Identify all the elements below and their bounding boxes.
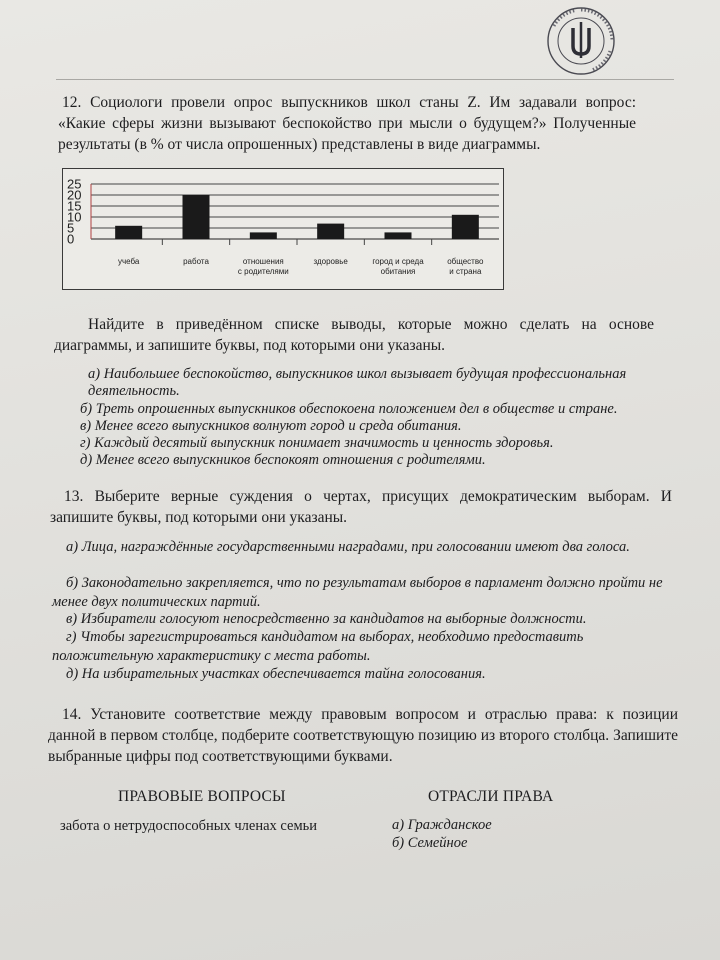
category-label-2: с родителями xyxy=(237,267,289,276)
q13-option-a: а) Лица, награждённые государственными наградами, при голосовании имеют два голоса. xyxy=(66,539,630,555)
category-label-4: обитания xyxy=(380,267,416,276)
legal-issues-column-header: ПРАВОВЫЕ ВОПРОСЫ xyxy=(118,788,286,805)
category-label-4: город и среда xyxy=(372,257,424,266)
y-tick-label: 5 xyxy=(67,220,75,236)
question-13-text: 13. Выберите верные суждения о чертах, присущих демократическим выборам. И запишите буквы, под которыми они указаны. xyxy=(50,488,672,526)
category-label-0: учеба xyxy=(117,257,140,266)
university-seal-logo xyxy=(546,6,616,76)
y-tick-label: 15 xyxy=(67,198,82,214)
q13-option-g: г) Чтобы зарегистрироваться кандидатом на выборах, необходимо предоставить положительную характеристику с места работы. xyxy=(52,629,584,664)
q13-option-v: в) Избиратели голосуют непосредственно за кандидатов на выборные должности. xyxy=(66,611,587,627)
category-label-5: общество xyxy=(447,257,484,266)
category-label-1: работа xyxy=(183,257,209,266)
category-label-3: здоровье xyxy=(313,257,348,266)
bar-3 xyxy=(317,224,344,239)
bar-5 xyxy=(452,215,479,239)
question-12-instruction: Найдите в приведённом списке выводы, которые можно сделать на основе диаграммы, и запишите буквы, под которыми они указаны. xyxy=(54,316,654,354)
question-14-text: 14. Установите соответствие между правовым вопросом и отраслью права: к позиции данной в первом столбце, подберите соответствующую позицию из второго столбца. Запишите выбранные цифры под соответствующими буквами. xyxy=(48,706,678,765)
q12-option-v: в) Менее всего выпускников волнуют город и среда обитания. xyxy=(80,418,462,434)
bar-2 xyxy=(250,232,277,239)
survey-bar-chart xyxy=(62,168,504,290)
y-tick-label: 0 xyxy=(67,231,75,247)
chart-canvas xyxy=(63,169,503,289)
bar-1 xyxy=(183,195,210,239)
q12-option-g: г) Каждый десятый выпускник понимает значимость и ценность здоровья. xyxy=(80,435,554,451)
y-tick-label: 10 xyxy=(67,209,82,225)
q12-option-b: б) Треть опрошенных выпускников обеспокоена положением дел в обществе и стране. xyxy=(80,401,618,417)
y-tick-label: 25 xyxy=(67,176,82,192)
legal-issue-item: забота о нетрудоспособных членах семьи xyxy=(60,818,318,834)
category-label-5: и страна xyxy=(449,267,482,276)
header-divider xyxy=(56,79,674,80)
category-label-2: отношения xyxy=(242,257,284,266)
bar-0 xyxy=(115,226,142,239)
law-branches-column-header: ОТРАСЛИ ПРАВА xyxy=(428,788,554,805)
question-12-text: 12. Социологи провели опрос выпускников школ станы Z. Им задавали вопрос: «Какие сферы жизни вызывают беспокойство при мысли о будущем?» Полученные результаты (в % от числа опрошенных) представлены в виде диаграммы. xyxy=(58,94,636,153)
law-branch-item-b: б) Семейное xyxy=(392,835,468,851)
bar-4 xyxy=(385,232,412,239)
q13-option-b: б) Законодательно закрепляется, что по результатам выборов в парламент должно пройти не менее двух политических партий. xyxy=(52,575,663,610)
y-tick-label: 20 xyxy=(67,187,82,203)
law-branch-item-a: а) Гражданское xyxy=(392,817,492,833)
q13-option-d: д) На избирательных участках обеспечивается тайна голосования. xyxy=(66,666,486,682)
q12-option-a: а) Наибольшее беспокойство, выпускников школ вызывает будущая профессиональная деятельность. xyxy=(88,366,627,399)
q12-option-d: д) Менее всего выпускников беспокоят отношения с родителями. xyxy=(80,452,486,468)
